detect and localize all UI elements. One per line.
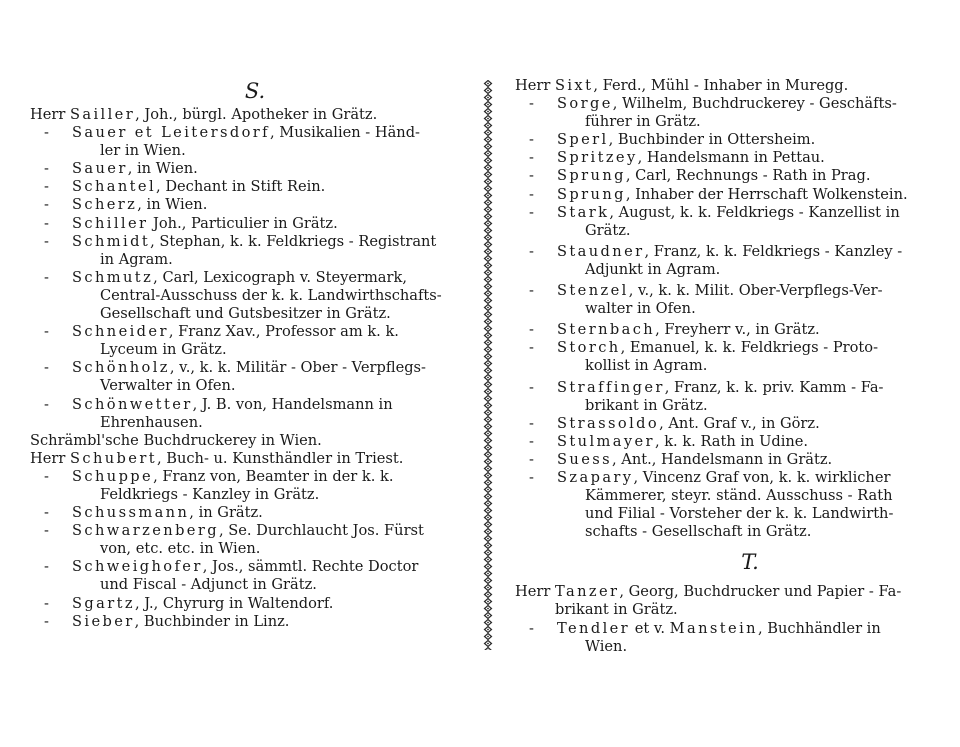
list-item: [30, 215, 460, 233]
entry-name: Staudner: [557, 242, 645, 260]
entry-name: Schussmann: [72, 504, 190, 522]
dash-mark: -: [44, 504, 49, 522]
entry-name: Sailler: [69, 106, 136, 123]
entry-name: Sgartz: [72, 594, 135, 612]
entry-name: Schrämbl'sche: [30, 431, 139, 449]
entry-continuation: walter in Ofen.: [585, 300, 696, 318]
list-item: [515, 415, 955, 433]
ornamental-column-divider: [483, 80, 493, 650]
entry-text: , Emanuel, k. k. Feldkriegs - Proto-: [620, 339, 879, 357]
entry-name: Strassoldo: [557, 414, 660, 432]
entry-name: Scherz: [72, 196, 138, 214]
dash-mark: -: [44, 178, 49, 196]
entry-text: , Buch- u. Kunsthändler in Triest.: [156, 449, 404, 467]
entry-text: , Ant. Graf v., in Görz.: [659, 414, 820, 432]
entry-name: Sauer: [72, 160, 128, 178]
dash-mark: -: [44, 214, 49, 232]
list-item: [30, 269, 460, 323]
list-item: [30, 396, 460, 432]
entry-continuation: und Fiscal - Adjunct in Grätz.: [100, 576, 317, 594]
entry-text: , Jos., sämmtl. Rechte Doctor: [202, 558, 419, 576]
herr-prefix: Herr: [30, 106, 66, 123]
entry-name: Schuppe: [72, 467, 154, 485]
list-item: [30, 504, 460, 522]
entry-text: , Buchbinder in Ottersheim.: [608, 131, 816, 149]
list-item: [515, 321, 955, 339]
entry-text: , Stephan, k. k. Feldkriegs - Registrant: [150, 232, 437, 250]
entry-text: , v., k. k. Militär - Ober - Verpflegs-: [169, 359, 426, 377]
entry-name: Sperl: [557, 131, 609, 149]
entry-text: , Joh., bürgl. Apotheker in Grätz.: [135, 106, 378, 123]
list-item: [30, 124, 460, 160]
entry-text: , J., Chyrurg in Waltendorf.: [134, 594, 334, 612]
entry-continuation: Adjunkt in Agram.: [585, 260, 721, 278]
entry-continuation: brikant in Grätz.: [555, 601, 678, 619]
entry-text: , Freyherr v., in Grätz.: [655, 321, 820, 339]
dash-mark: -: [529, 185, 534, 203]
entry-text: , Franz von, Beamter in der k. k.: [153, 467, 394, 485]
entry-name: Stulmayer: [557, 432, 655, 450]
herr-prefix: Herr: [515, 77, 551, 94]
entry-continuation: Feldkriegs - Kanzley in Grätz.: [100, 485, 320, 503]
entry-name: Suess: [557, 450, 613, 468]
entry-text: Joh., Particulier in Grätz.: [148, 214, 338, 232]
list-item: [30, 196, 460, 214]
entry-text: et v.: [630, 619, 670, 637]
entry-text: , Buchhändler in: [757, 619, 881, 637]
dash-mark: -: [529, 339, 534, 357]
entry-continuation: Grätz.: [585, 221, 631, 239]
entry-text: , August, k. k. Feldkriegs - Kanzellist in: [609, 203, 900, 221]
entry-name: Manstein: [669, 619, 758, 637]
dash-mark: -: [44, 395, 49, 413]
entry-continuation: Central-Ausschuss der k. k. Landwirthschafts-: [100, 286, 442, 304]
list-item: [30, 558, 460, 594]
entry-name: Schubert: [69, 449, 157, 467]
entry-name: Sprung: [557, 185, 626, 203]
dash-mark: -: [529, 95, 534, 113]
entry-name: Sternbach: [557, 321, 656, 339]
entry-continuation: ler in Wien.: [100, 142, 186, 160]
section-heading-s: S.: [244, 79, 266, 103]
dash-mark: -: [44, 612, 49, 630]
dash-mark: -: [529, 131, 534, 149]
entry-continuation: Ehrenhausen.: [100, 413, 203, 431]
list-item: [30, 468, 460, 504]
dash-mark: -: [44, 323, 49, 341]
entry-text: , Ant., Handelsmann in Grätz.: [612, 450, 833, 468]
entry-name: Stenzel: [557, 282, 629, 300]
entry-continuation: Lyceum in Grätz.: [100, 341, 227, 359]
dash-mark: -: [44, 124, 49, 142]
entry-continuation: Wien.: [585, 637, 628, 655]
entry-name: Sorge: [557, 95, 613, 113]
list-item: [30, 233, 460, 269]
entry-text: , Ferd., Mühl - Inhaber in Muregg.: [593, 77, 849, 94]
entry-name: Stark: [557, 203, 610, 221]
entry-name: Schneider: [72, 323, 169, 341]
dash-mark: -: [529, 378, 534, 396]
dash-mark: -: [529, 450, 534, 468]
entry-text: , Handelsmann in Pettau.: [637, 149, 825, 167]
list-item: [515, 339, 955, 375]
entry-name: Tanzer: [554, 583, 620, 601]
list-item: [515, 204, 955, 240]
entry-continuation: schafts - Gesellschaft in Grätz.: [585, 523, 812, 541]
list-item: [515, 469, 955, 541]
entry-text: , Vincenz Graf von, k. k. wirklicher: [633, 468, 891, 486]
dash-mark: -: [44, 232, 49, 250]
list-item: [515, 620, 955, 656]
list-item: [515, 379, 955, 415]
dash-mark: -: [529, 203, 534, 221]
entry-text: Buchdruckerey in Wien.: [138, 431, 322, 449]
list-item: [30, 613, 460, 631]
list-item: [30, 522, 460, 558]
dash-mark: -: [529, 282, 534, 300]
entry-name: Sixt: [554, 77, 594, 94]
entry-name: Schmutz: [72, 268, 154, 286]
entry-name: Szapary: [557, 468, 634, 486]
list-item: [30, 595, 460, 613]
dash-mark: -: [44, 160, 49, 178]
entry-text: , J. B. von, Handelsmann in: [192, 395, 393, 413]
entry-text: , Musikalien - Händ-: [269, 124, 420, 142]
dash-mark: -: [529, 242, 534, 260]
left-column: [30, 0, 460, 631]
entry-text: , Se. Durchlaucht Jos. Fürst: [218, 522, 424, 540]
dash-mark: -: [529, 149, 534, 167]
list-item: [515, 149, 955, 167]
entry-text: , k. k. Rath in Udine.: [654, 432, 809, 450]
entry-continuation: Verwalter in Ofen.: [100, 377, 236, 395]
entry-text: , v., k. k. Milit. Ober-Verpflegs-Ver-: [628, 282, 883, 300]
entry-name: Schmidt: [72, 232, 151, 250]
entry-continuation: kollist in Agram.: [585, 357, 708, 375]
list-item: [30, 106, 460, 124]
entry-continuation: in Agram.: [100, 250, 173, 268]
entry-name: Schwarzenberg: [72, 522, 219, 540]
dash-mark: -: [529, 468, 534, 486]
entry-name: Schönwetter: [72, 395, 193, 413]
list-item: [30, 359, 460, 395]
right-column: [515, 0, 955, 656]
entry-continuation: Kämmerer, steyr. ständ. Ausschuss - Rath: [585, 487, 893, 505]
dash-mark: -: [529, 619, 534, 637]
entry-name: Sauer et Leitersdorf: [72, 124, 270, 142]
dash-mark: -: [44, 558, 49, 576]
entry-name: Schönholz: [72, 359, 170, 377]
list-item: [515, 77, 955, 95]
entry-text: , in Wien.: [137, 196, 208, 214]
entry-text: , Carl, Rechnungs - Rath in Prag.: [625, 167, 871, 185]
herr-prefix: Herr: [30, 449, 66, 467]
entry-text: , Wilhelm, Buchdruckerey - Geschäfts-: [612, 95, 897, 113]
list-item: [515, 451, 955, 469]
entry-name: Sieber: [72, 612, 135, 630]
list-item: [30, 160, 460, 178]
entry-continuation: brikant in Grätz.: [585, 396, 708, 414]
entry-name: Sprung: [557, 167, 626, 185]
list-item: [515, 282, 955, 318]
dash-mark: -: [529, 167, 534, 185]
entry-text: , Dechant in Stift Rein.: [156, 178, 326, 196]
dash-mark: -: [529, 414, 534, 432]
entry-text: , Inhaber der Herrschaft Wolkenstein.: [625, 185, 908, 203]
divider-ornament: [483, 80, 493, 650]
list-item: [515, 167, 955, 185]
list-item: [30, 450, 460, 468]
entry-text: , Carl, Lexicograph v. Steyermark,: [153, 268, 407, 286]
list-item: [30, 323, 460, 359]
entry-text: , Franz, k. k. Feldkriegs - Kanzley -: [644, 242, 903, 260]
list-item: [515, 186, 955, 204]
entry-continuation: und Filial - Vorsteher der k. k. Landwirth-: [585, 505, 894, 523]
list-item: [515, 95, 955, 131]
entry-text: , Franz, k. k. priv. Kamm - Fa-: [664, 378, 884, 396]
list-item: [515, 131, 955, 149]
dash-mark: -: [44, 594, 49, 612]
entry-name: Straffinger: [557, 378, 665, 396]
list-item: [30, 178, 460, 196]
entry-text: , in Grätz.: [189, 504, 263, 522]
entry-text: , Buchbinder in Linz.: [134, 612, 290, 630]
entry-text: , Georg, Buchdrucker und Papier - Fa-: [619, 583, 902, 601]
entry-name: Tendler: [557, 619, 631, 637]
dash-mark: -: [44, 196, 49, 214]
dash-mark: -: [44, 467, 49, 485]
entry-continuation: von, etc. etc. in Wien.: [100, 540, 261, 558]
dash-mark: -: [529, 321, 534, 339]
entry-name: Schiller: [72, 214, 149, 232]
entry-name: Schantel: [72, 178, 157, 196]
dash-mark: -: [44, 522, 49, 540]
dash-mark: -: [44, 359, 49, 377]
section-heading-t: T.: [741, 550, 759, 575]
list-item: [515, 583, 955, 619]
entry-continuation: Gesellschaft und Gutsbesitzer in Grätz.: [100, 305, 391, 323]
dash-mark: -: [529, 432, 534, 450]
entry-text: , Franz Xav., Professor am k. k.: [168, 323, 399, 341]
list-item: [515, 433, 955, 451]
entry-name: Spritzey: [557, 149, 638, 167]
entry-text: , in Wien.: [127, 160, 198, 178]
entry-name: Schweighofer: [72, 558, 203, 576]
list-item: [30, 432, 460, 450]
entry-continuation: führer in Grätz.: [585, 113, 701, 131]
list-item: [515, 243, 955, 279]
dash-mark: -: [44, 268, 49, 286]
herr-prefix: Herr: [515, 583, 551, 601]
entry-name: Storch: [557, 339, 621, 357]
